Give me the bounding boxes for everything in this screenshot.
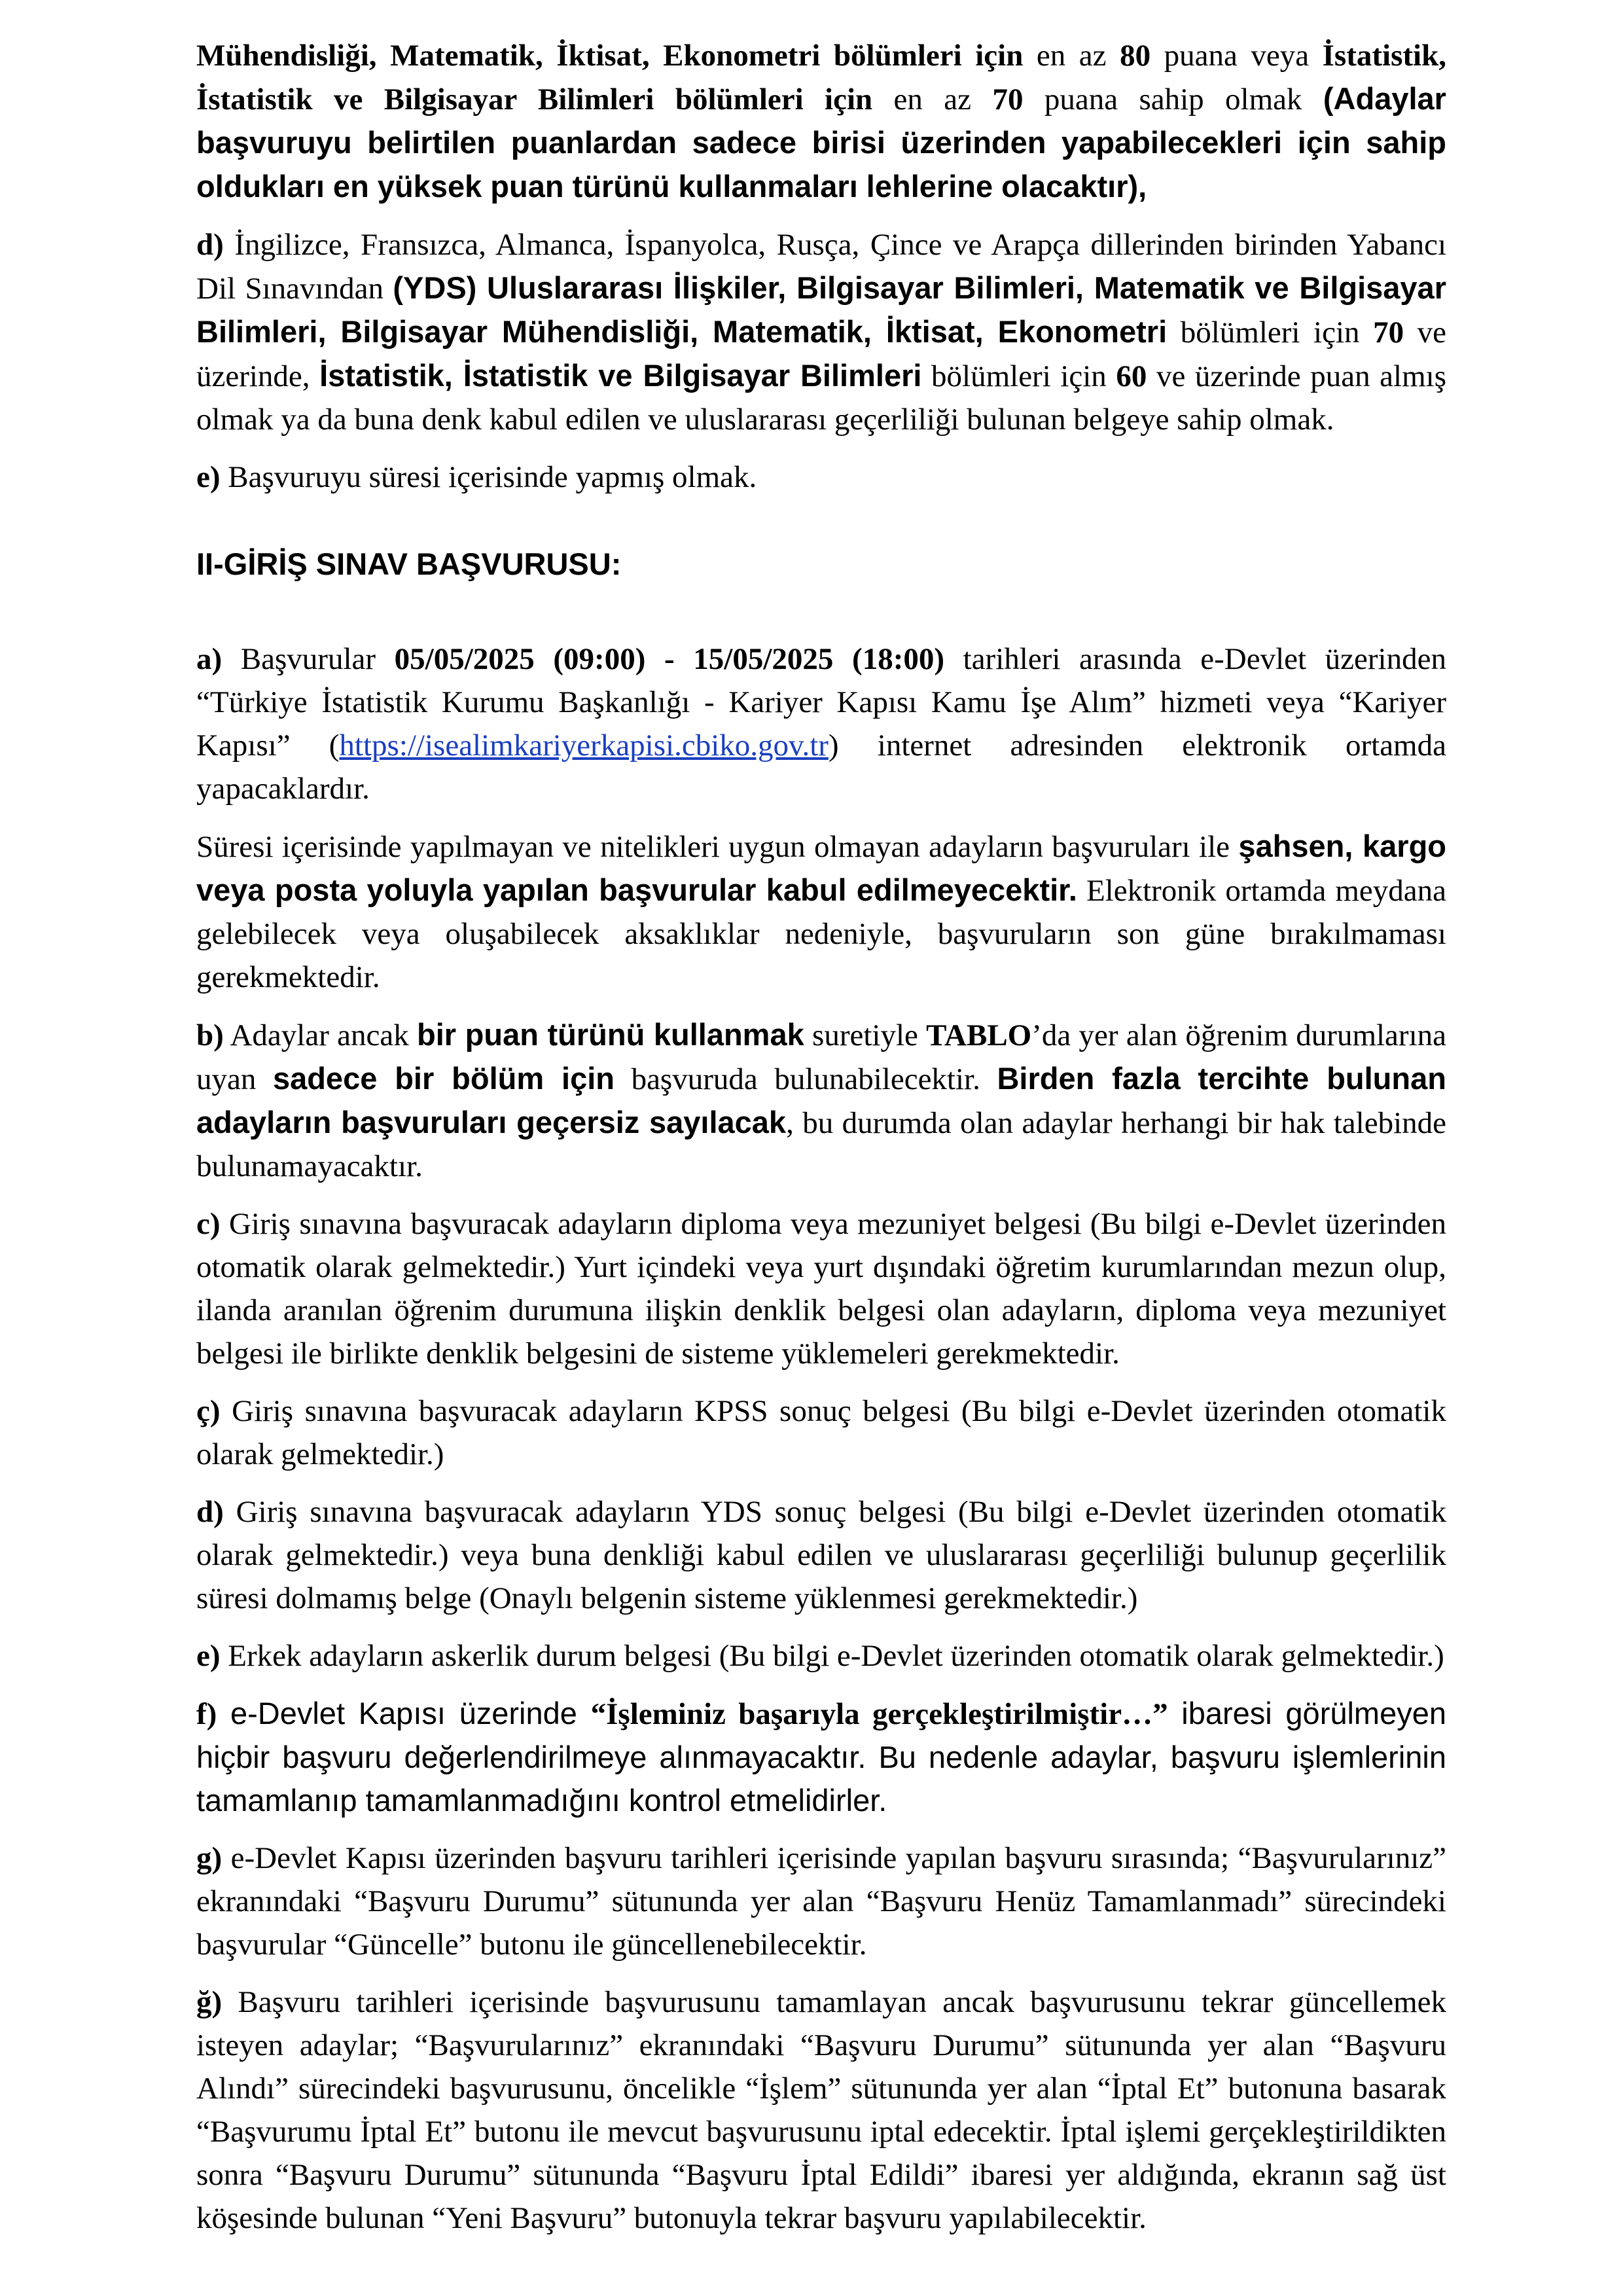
text: Başvuruyu süresi içerisinde yapmış olmak. (220, 460, 757, 494)
bold-text: 60 (1116, 359, 1147, 393)
text: puana sahip olmak (1023, 82, 1323, 117)
text: Süresi içerisinde yapılmayan ve nitelikleri uygun olmayan adayların başvuruları ile (196, 830, 1239, 864)
text: tarihleri arasında e-Devlet üzerinden “Türkiye İstatistik Kurumu Başkanlığı - Kariyer Kapısı Kamu İşe Alım” hizmeti veya “Kariyer Kapısı” ( (196, 642, 1446, 762)
text: Başvurular (222, 642, 395, 676)
text: en az (872, 82, 993, 117)
bold-text: (YDS) Uluslararası İlişkiler, Bilgisayar Bilimleri, Matematik ve Bilgisayar Bilimleri, Bilgisayar Mühendisliği, Matematik, İktisat, Ekonometri (196, 270, 1446, 349)
text: başvuruda bulunabilecektir. (615, 1062, 997, 1096)
text: , bu durumda olan adaylar herhangi bir hak talebinde bulunamayacaktır. (196, 1106, 1446, 1183)
text: e-Devlet Kapısı üzerinde (217, 1696, 591, 1731)
item-marker: e) (196, 460, 221, 494)
item-marker: g) (196, 1841, 223, 1875)
bold-text: 05/05/2025 (09:00) - 15/05/2025 (18:00) (394, 642, 944, 676)
bold-text: sadece bir bölüm için (272, 1061, 615, 1096)
paragraph-invalid-applications (196, 825, 1446, 999)
item-marker: ç) (196, 1394, 221, 1428)
text: Elektronik ortamda meydana gelebilecek veya oluşabilecek aksaklıklar nedeniyle, başvuruların son güne bırakılmaması gerekmektedir. (196, 874, 1447, 994)
text: bölümleri için (1167, 315, 1374, 350)
text: en az (1023, 39, 1120, 73)
paragraph-item-e-military (196, 1634, 1446, 1677)
item-marker: ğ) (196, 1985, 223, 2019)
paragraph-item-f-edevlet (196, 1692, 1446, 1822)
text: Başvuru tarihleri içerisinde başvurusunu tamamlayan ancak başvurusunu tekrar güncellemek isteyen adaylar; “Başvurularınız” ekranındaki “Başvuru Durumu” sütununda yer alan “Başvuru Alındı” sürecindeki başvurusunu, öncelikle “İşlem” sütununda yer alan “İptal Et” butonuna basarak “Başvurumu İptal Et” butonu ile mevcut başvurusunu iptal edecektir. İptal işlemi gerçekleştirildikten sonra “Başvuru Durumu” sütununda “Başvuru İptal Edildi” ibaresi yer aldığında, ekranın sağ üst köşesinde bulunan “Yeni Başvuru” butonuyla tekrar başvuru yapılabilecektir. (196, 1985, 1446, 2235)
text: suretiyle (804, 1018, 927, 1052)
bold-text: 70 (992, 82, 1024, 117)
paragraph-item-d-language (196, 223, 1446, 441)
text: bölümleri için (921, 359, 1116, 393)
paragraph-item-d-yds (196, 1490, 1446, 1620)
item-marker: f) (196, 1697, 217, 1731)
item-marker: c) (196, 1207, 221, 1241)
text: ibaresi görülmeyen hiçbir başvuru değerlendirilmeye alınmayacaktır. Bu nedenle adaylar, başvuru işlemlerinin tamamlanıp tamamlanmadığını kontrol etmelidirler. (196, 1696, 1446, 1818)
bold-text: İstatistik, İstatistik ve Bilgisayar Bilimleri bölümleri için (196, 39, 1446, 117)
section-heading: II-GİRİŞ SINAV BAŞVURUSU: (196, 547, 622, 581)
bold-text: şahsen, kargo veya posta yoluyla yapılan başvurular kabul edilmeyecektir. (196, 829, 1446, 907)
text: ) internet adresinden elektronik ortamda yapacaklardır. (196, 728, 1446, 806)
item-marker: d) (196, 228, 224, 262)
paragraph-item-a-application-dates (196, 637, 1446, 810)
item-marker: a) (196, 642, 223, 676)
item-marker: d) (196, 1495, 224, 1529)
item-marker: b) (196, 1018, 224, 1052)
bold-text: İstatistik, İstatistik ve Bilgisayar Bilimleri (319, 358, 922, 393)
paragraph-score-requirements (196, 34, 1446, 209)
kariyer-kapisi-link[interactable]: https://isealimkariyerkapisi.cbiko.gov.tr (339, 728, 829, 762)
bold-text: 80 (1120, 39, 1151, 73)
paragraph-item-e-deadline (196, 456, 1446, 499)
bold-text: TABLO (926, 1018, 1032, 1052)
bold-text: Mühendisliği, Matematik, İktisat, Ekonometri bölümleri için (196, 39, 1024, 73)
bold-text: (Adaylar başvuruyu belirtilen puanlardan sadece birisi üzerinden yapabilecekleri için sahip oldukları en yüksek puan türünü kullanmaları lehlerine olacaktır), (196, 81, 1446, 204)
text: ve üzerinde puan almış olmak ya da buna denk kabul edilen ve uluslararası geçerliliği bulunan belgeye sahip olmak. (196, 359, 1446, 437)
text: Giriş sınavına başvuracak adayların KPSS sonuç belgesi (Bu bilgi e-Devlet üzerinden otomatik olarak gelmektedir.) (196, 1394, 1446, 1471)
bold-text: bir puan türünü kullanmak (417, 1017, 804, 1052)
text: Erkek adayların askerlik durum belgesi (Bu bilgi e-Devlet üzerinden otomatik olarak gelmektedir.) (220, 1639, 1444, 1673)
paragraph-item-cc-kpss (196, 1390, 1446, 1476)
text: Giriş sınavına başvuracak adayların YDS sonuç belgesi (Bu bilgi e-Devlet üzerinden otomatik olarak gelmektedir.) veya buna denkliği kabul edilen ve uluslararası geçerliliği bulunup geçerlilik süresi dolmamış belge (Onaylı belgenin sisteme yüklenmesi gerekmektedir.) (196, 1495, 1446, 1615)
text: puana veya (1150, 39, 1323, 73)
paragraph-item-g-update (196, 1837, 1446, 1966)
paragraph-item-c-diploma (196, 1202, 1446, 1375)
paragraph-item-b-single-choice (196, 1013, 1446, 1188)
bold-text: Birden fazla tercihte bulunan adayların başvuruları geçersiz sayılacak (196, 1061, 1446, 1139)
text: ’da yer alan öğrenim durumlarına uyan (196, 1018, 1446, 1096)
text: ve üzerinde, (196, 315, 1446, 393)
text: İngilizce, Fransızca, Almanca, İspanyolca, Rusça, Çince ve Arapça dillerinden birinden Yabancı Dil Sınavından (196, 228, 1446, 306)
bold-text: “İşleminiz başarıyla gerçekleştirilmiştir…” (590, 1697, 1168, 1731)
paragraph-item-gg-cancel (196, 1981, 1446, 2240)
item-marker: e) (196, 1639, 221, 1673)
text: e-Devlet Kapısı üzerinden başvuru tarihleri içerisinde yapılan başvuru sırasında; “Başvurularınız” ekranındaki “Başvuru Durumu” sütununda yer alan “Başvuru Henüz Tamamlanmadı” sürecindeki başvurular “Güncelle” butonu ile güncellenebilecektir. (196, 1841, 1446, 1962)
text: Giriş sınavına başvuracak adayların diploma veya mezuniyet belgesi (Bu bilgi e-Devlet üzerinden otomatik olarak gelmektedir.) Yurt içindeki veya yurt dışındaki öğretim kurumlarından mezun olup, ilanda aranılan öğrenim durumuna ilişkin denklik belgesi olan adayların, diploma veya mezuniyet belgesi ile birlikte denklik belgesini de sisteme yüklemeleri gerekmektedir. (196, 1207, 1446, 1371)
bold-text: 70 (1373, 315, 1404, 350)
text: Adaylar ancak (223, 1018, 417, 1052)
